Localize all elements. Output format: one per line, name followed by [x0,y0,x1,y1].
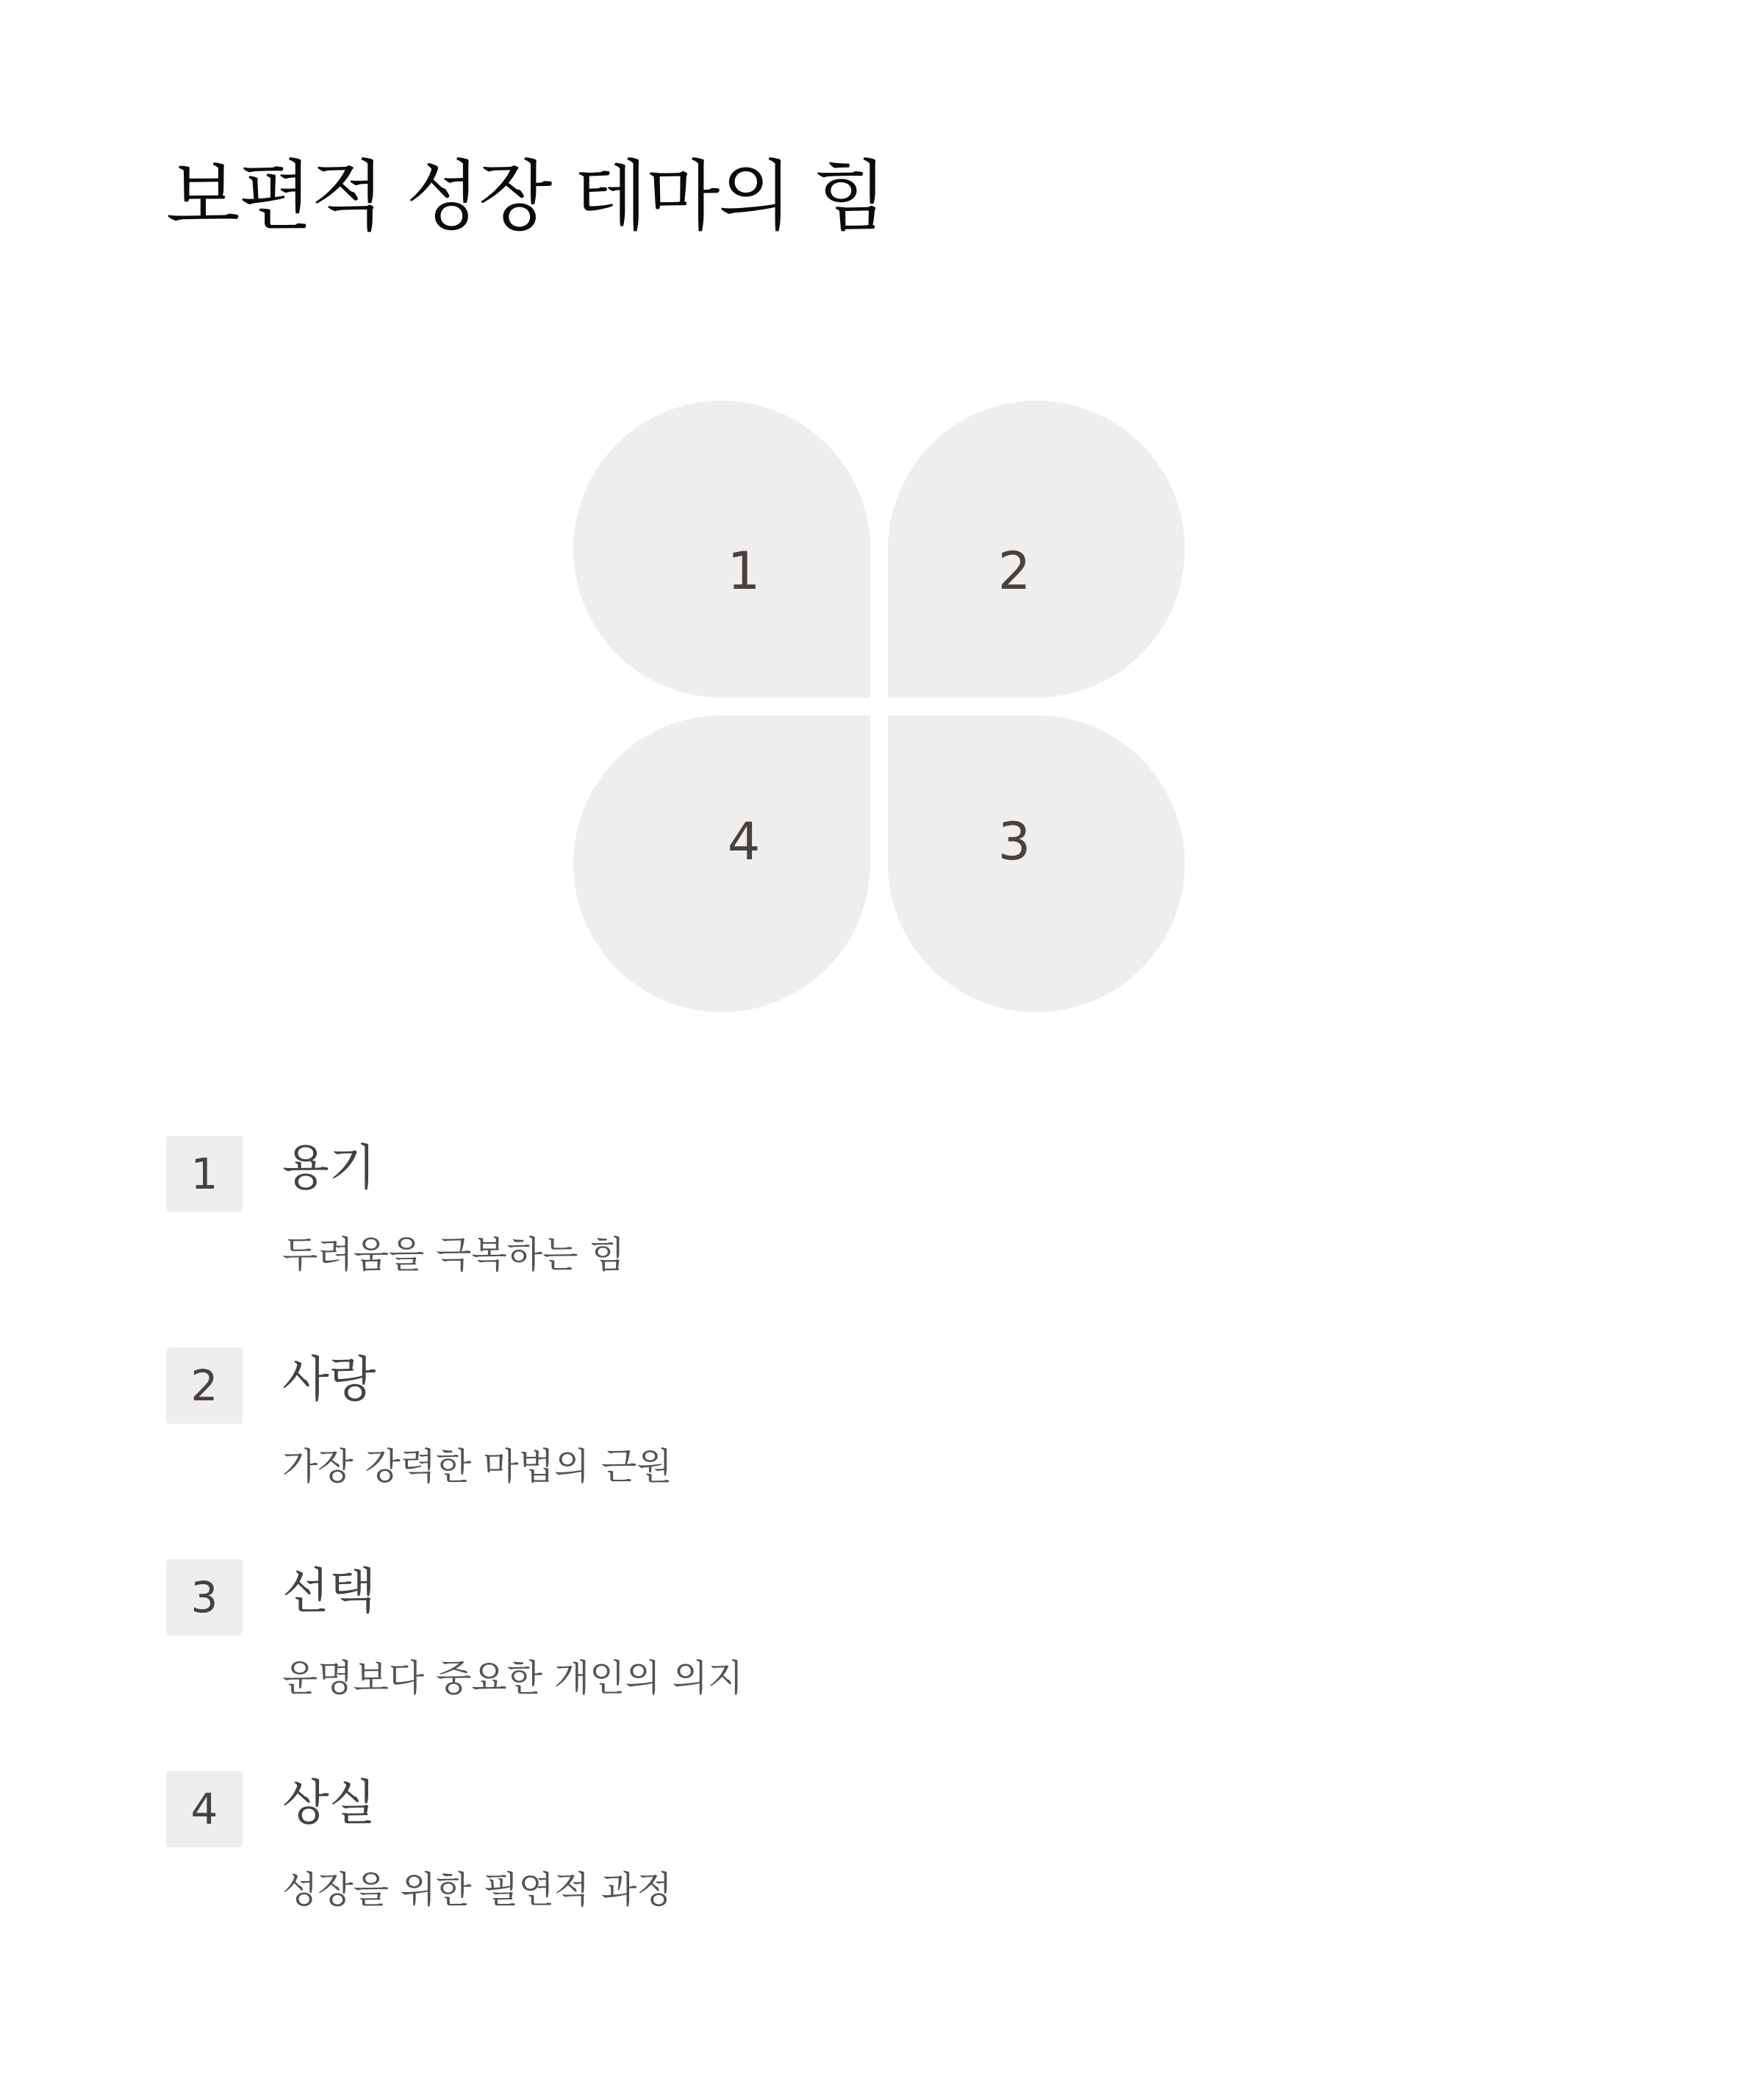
theme-description: 운명보다 중요한 개인의 의지 [282,1657,744,1700]
petal-1-number: 1 [727,541,761,601]
theme-title: 상실 [282,1775,376,1831]
four-leaf-clover-diagram [573,401,1191,1018]
theme-item-love [166,1347,1563,1559]
petal-3 [888,715,1185,1012]
theme-item-loss [166,1771,1563,1983]
theme-title: 사랑 [282,1351,376,1408]
theme-description: 성장을 위한 필연적 과정 [282,1869,673,1911]
theme-description: 가장 강력한 마법의 근원 [282,1445,673,1488]
petal-2-number: 2 [997,541,1031,601]
number-badge: 3 [166,1559,243,1636]
theme-title: 선택 [282,1563,376,1619]
petal-4 [573,715,870,1012]
theme-description: 두려움을 극복하는 힘 [282,1233,625,1276]
number-badge: 4 [166,1771,243,1847]
theme-item-choice [166,1559,1563,1771]
theme-item-courage [166,1136,1563,1347]
theme-title: 용기 [282,1139,376,1196]
number-badge: 1 [166,1136,243,1212]
theme-list [166,1136,1563,1983]
petal-2 [888,401,1185,698]
petal-1 [573,401,870,698]
number-badge: 2 [166,1347,243,1424]
page-title: 보편적 성장 테마의 힘 [166,151,886,241]
petal-3-number: 3 [997,812,1031,872]
petal-4-number: 4 [727,812,761,872]
